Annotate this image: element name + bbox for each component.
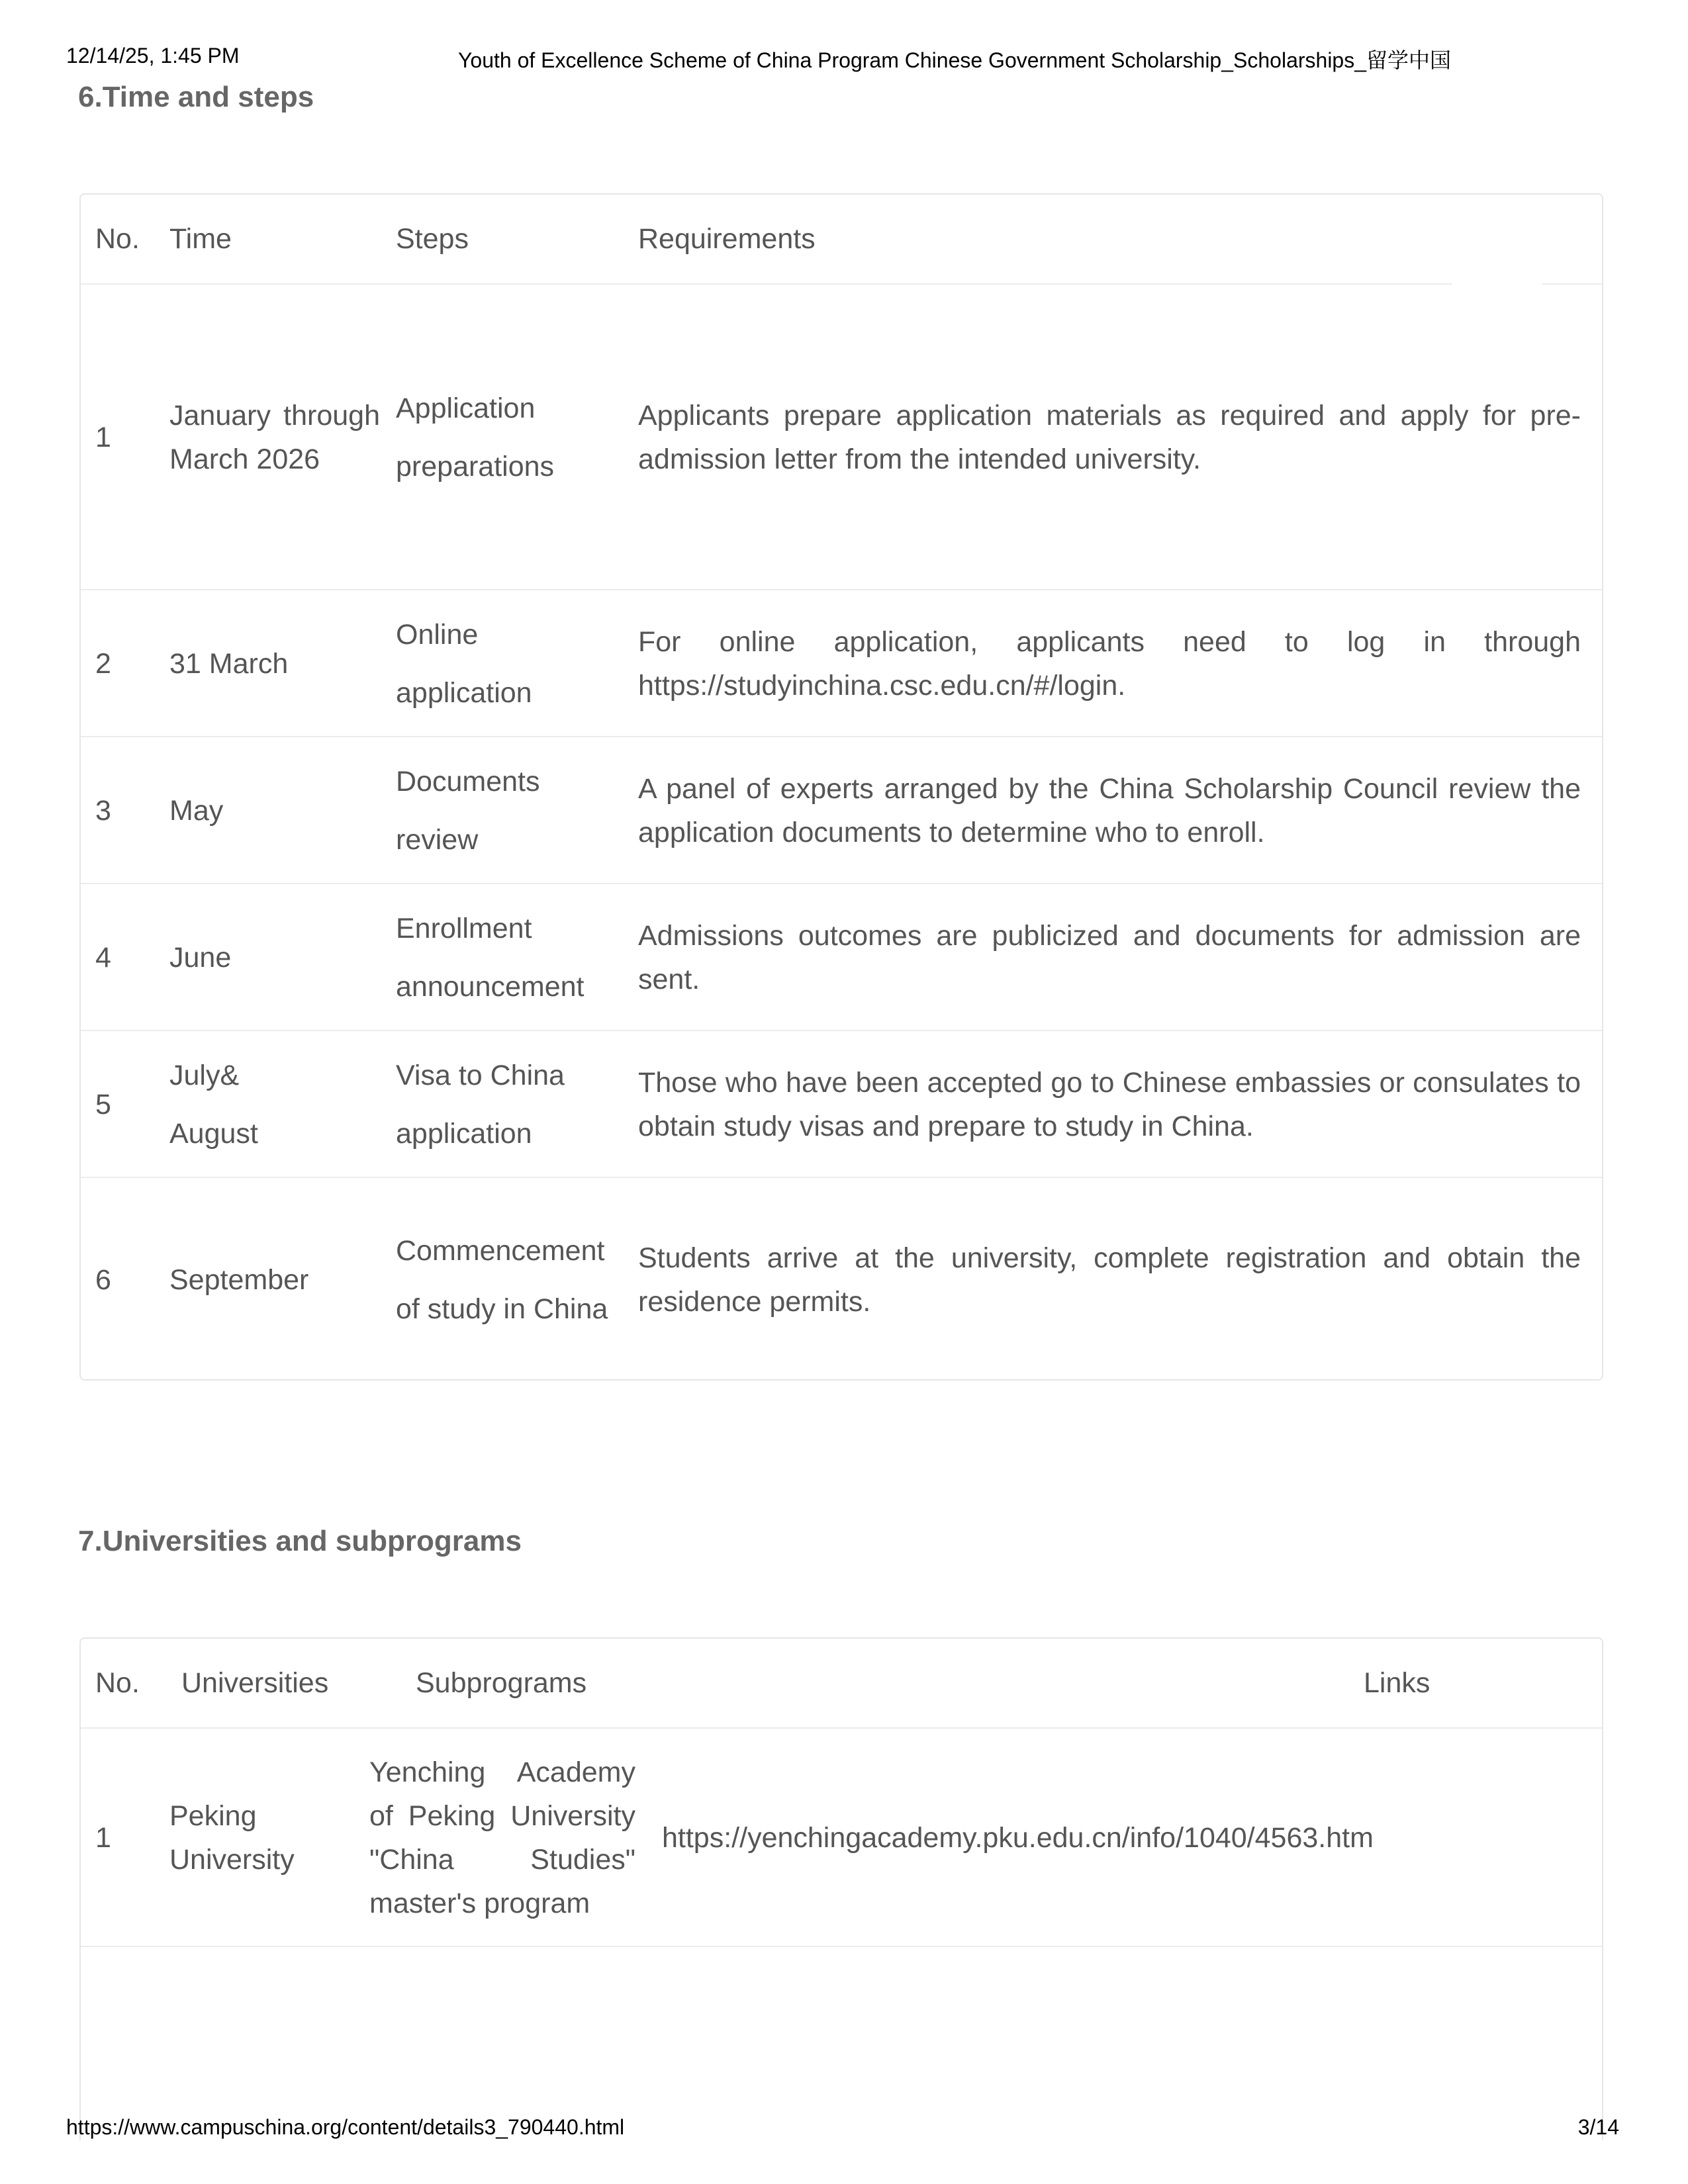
row-step: Visa to China application <box>396 1060 565 1150</box>
row-time: June <box>169 942 232 974</box>
row-number: 5 <box>95 1089 111 1120</box>
row-requirements: Applicants prepare application materials as required and apply for pre-admission letter from the intended university. <box>638 400 1581 475</box>
row-time: January through March 2026 <box>169 400 380 475</box>
row-number: 1 <box>95 1822 111 1854</box>
table-row <box>81 283 1602 590</box>
row-step: Application preparations <box>396 392 555 482</box>
print-page-number: 3/14 <box>1577 2115 1619 2139</box>
row-time: 31 March <box>169 648 289 680</box>
row-number: 2 <box>95 648 111 680</box>
row-requirements: Students arrive at the university, complete registration and obtain the residence permits. <box>638 1242 1581 1318</box>
table-row <box>81 1177 1602 1382</box>
table-row <box>81 1030 1602 1178</box>
row-subprogram: Yenching Academy of Peking University "China Studies" master's program <box>369 1756 635 1919</box>
col-header-universities: Universities <box>181 1666 329 1699</box>
col-header-no: No. <box>95 1666 140 1699</box>
col-header-links: Links <box>1364 1666 1430 1699</box>
row-step: Documents review <box>396 766 540 856</box>
row-number: 1 <box>95 422 111 453</box>
row-requirements: A panel of experts arranged by the China Scholarship Council review the application documents to determine who to enroll. <box>638 773 1581 848</box>
universities-table <box>79 1637 1603 2140</box>
row-university: Peking University <box>169 1800 295 1876</box>
row-number: 6 <box>95 1264 111 1296</box>
row-requirements: For online application, applicants need to log in through https://studyinchina.csc.edu.cn/#/login. <box>638 626 1581 702</box>
table-row <box>81 1946 1602 2143</box>
row-time: September <box>169 1264 309 1296</box>
row-link[interactable]: https://yenchingacademy.pku.edu.cn/info/1040/4563.htm <box>662 1822 1374 1854</box>
row-number: 3 <box>95 795 111 827</box>
row-step: Commencement of study in China <box>396 1235 608 1325</box>
col-header-no: No. <box>95 222 140 255</box>
print-footer-url: https://www.campuschina.org/content/details3_790440.html <box>66 2115 625 2139</box>
section-title-universities-and-subprograms: 7.Universities and subprograms <box>78 1525 522 1557</box>
row-number: 4 <box>95 942 111 974</box>
table-header-row <box>81 195 1602 283</box>
section-title-time-and-steps: 6.Time and steps <box>78 81 314 113</box>
row-time: July& August <box>169 1060 258 1150</box>
table-row <box>81 1727 1602 1947</box>
row-requirements: Those who have been accepted go to Chinese embassies or consulates to obtain study visas and prepare to study in China. <box>638 1067 1581 1142</box>
print-date: 12/14/25, 1:45 PM <box>66 44 240 68</box>
row-requirements: Admissions outcomes are publicized and documents for admission are sent. <box>638 920 1581 995</box>
col-header-subprograms: Subprograms <box>416 1666 587 1699</box>
table-row <box>81 589 1602 737</box>
row-step: Enrollment announcement <box>396 913 585 1003</box>
table-row <box>81 736 1602 884</box>
row-step: Online application <box>396 619 532 709</box>
print-page-title: Youth of Excellence Scheme of China Program Chinese Government Scholarship_Scholarships_留学中国 <box>458 48 1452 72</box>
col-header-requirements: Requirements <box>638 222 816 255</box>
table-row <box>81 883 1602 1031</box>
col-header-time: Time <box>169 222 232 255</box>
col-header-steps: Steps <box>396 222 469 255</box>
row-time: May <box>169 795 224 827</box>
time-steps-table <box>79 193 1603 1381</box>
table-header-row <box>81 1639 1602 1727</box>
divider-gap <box>1452 279 1542 285</box>
